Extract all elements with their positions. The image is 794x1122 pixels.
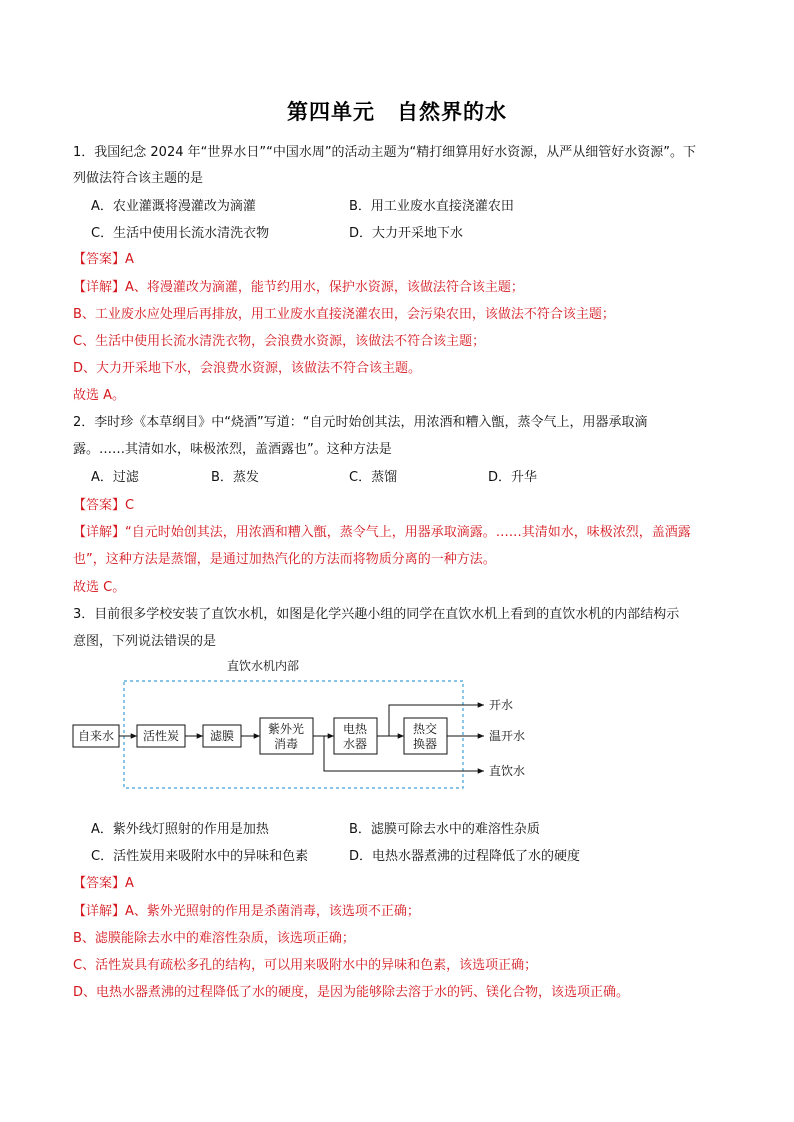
q1-stem-line1: 1．我国纪念 2024 年“世界水日”“中国水周”的活动主题为“精打细算用好水资源，从严从细管好水资源”。下 [73, 145, 697, 160]
q2-answer: 【答案】C [73, 498, 135, 513]
q2-detail-line: 【详解】“自元时始创其法，用浓酒和糟入甑，蒸令气上，用器承取滴露。……其清如水，味极浓烈，盖酒露 [73, 525, 691, 540]
q1-option-a: A．农业灌溉将漫灌改为滴灌 [91, 199, 256, 214]
q1-option-b: B．用工业废水直接浇灌农田 [349, 199, 514, 214]
q2-stem-line2: 露。……其清如水，味极浓烈，盖酒露也”。这种方法是 [73, 442, 392, 457]
q3-option-b: B．滤膜可除去水中的难溶性杂质 [349, 822, 540, 837]
q3-option-a: A．紫外线灯照射的作用是加热 [91, 822, 269, 837]
stage-label-line: 消毒 [273, 737, 299, 751]
q3-detail-line: D、电热水器煮沸的过程降低了水的硬度，是因为能够除去溶于水的钙、镁化合物，该选项正确。 [73, 985, 630, 1000]
q2-conclusion: 故选 C。 [73, 580, 126, 595]
q3-detail-line: 【详解】A、紫外光照射的作用是杀菌消毒，该选项不正确； [73, 904, 420, 919]
source-label: 自来水 [77, 729, 115, 743]
q3-stem-line1: 3．目前很多学校安装了直饮水机，如图是化学兴趣小组的同学在直饮水机上看到的直饮水机的内部结构示 [73, 607, 680, 622]
q2-option-a: A．过滤 [91, 470, 139, 485]
q3-detail-line: B、滤膜能除去水中的难溶性杂质，该选项正确； [73, 931, 355, 946]
diagram-label: 直饮水机内部 [226, 659, 300, 673]
q3-stem-line2: 意图，下列说法错误的是 [73, 634, 217, 649]
output-label: 开水 [489, 698, 514, 712]
page-title: 第四单元 自然界的水 [287, 100, 507, 124]
output-label: 直饮水 [489, 764, 526, 778]
q2-stem-line1: 2．李时珍《本草纲目》中“烧酒”写道：“自元时始创其法，用浓酒和糟入甑，蒸令气上，用器承取滴 [73, 415, 648, 430]
q2-option-d: D．升华 [488, 470, 538, 485]
stage-label-line: 热交 [412, 722, 438, 736]
q2-option-b: B．蒸发 [211, 470, 259, 485]
output-label: 温开水 [489, 729, 526, 743]
q1-stem-line2: 列做法符合该主题的是 [73, 171, 204, 186]
q1-detail-line: D、大力开采地下水，会浪费水资源，该做法不符合该主题。 [73, 361, 422, 376]
q3-answer: 【答案】A [73, 876, 134, 891]
q3-detail-line: C、活性炭具有疏松多孔的结构，可以用来吸附水中的异味和色素，该选项正确； [73, 958, 538, 973]
q1-detail-line: B、工业废水应处理后再排放，用工业废水直接浇灌农田，会污染农田，该做法不符合该主题； [73, 307, 615, 322]
q1-option-d: D．大力开采地下水 [349, 226, 464, 241]
stage-label-line: 电热 [342, 722, 368, 736]
stage-label: 活性炭 [142, 729, 180, 743]
q2-detail-line: 也”，这种方法是蒸馏，是通过加热汽化的方法而将物质分离的一种方法。 [73, 552, 496, 567]
water-dispenser-diagram [0, 650, 794, 790]
q3-option-c: C．活性炭用来吸附水中的异味和色素 [91, 849, 309, 864]
q1-conclusion: 故选 A。 [73, 388, 126, 403]
stage-label-line: 紫外光 [267, 722, 305, 736]
q1-option-c: C．生活中使用长流水清洗衣物 [91, 226, 270, 241]
q1-answer: 【答案】A [73, 252, 134, 267]
q3-option-d: D．电热水器煮沸的过程降低了水的硬度 [349, 849, 581, 864]
q1-detail-line: 【详解】A、将漫灌改为滴灌，能节约用水，保护水资源，该做法符合该主题； [73, 280, 524, 295]
stage-label-line: 换器 [412, 737, 438, 751]
stage-label-line: 水器 [342, 737, 368, 751]
q2-option-c: C．蒸馏 [349, 470, 398, 485]
stage-label: 滤膜 [209, 729, 235, 743]
q1-detail-line: C、生活中使用长流水清洗衣物，会浪费水资源，该做法不符合该主题； [73, 334, 486, 349]
